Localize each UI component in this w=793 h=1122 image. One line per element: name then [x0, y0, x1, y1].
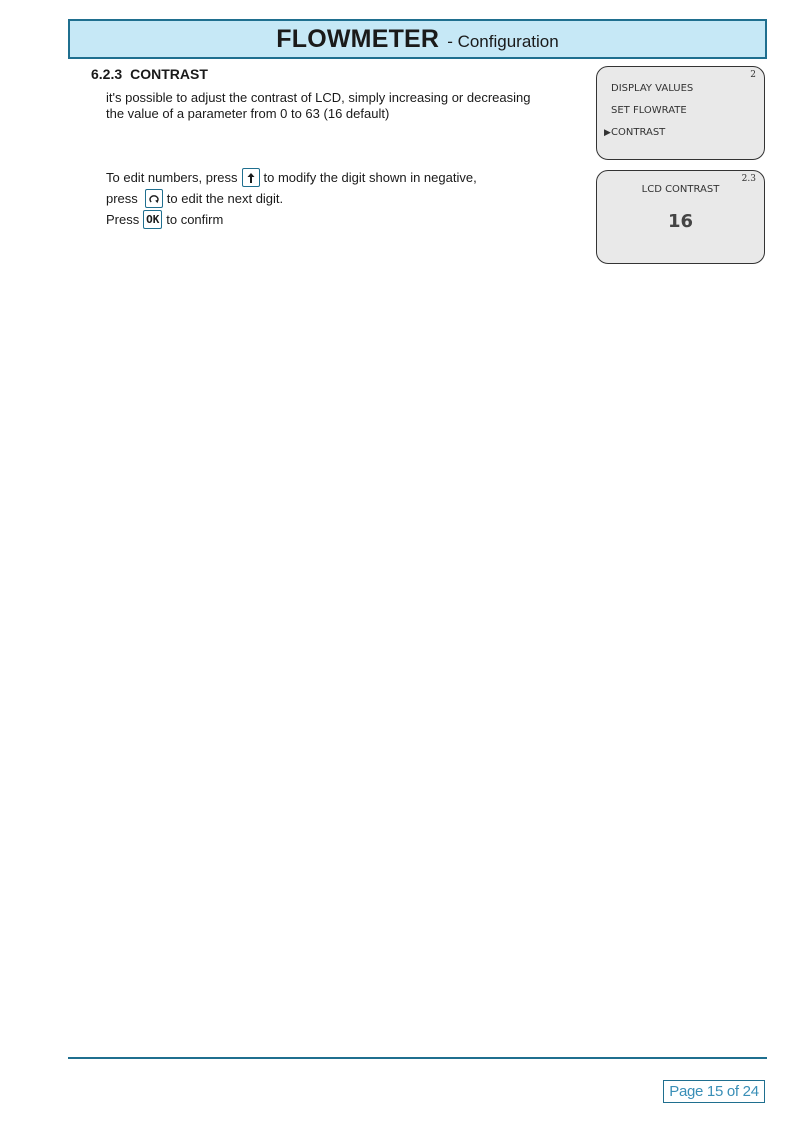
instruction-line-2	[106, 189, 283, 208]
selector-arrow-icon: ▶	[604, 128, 611, 138]
instruction-text: to confirm	[166, 212, 224, 227]
lcd-page-number: 2	[750, 70, 756, 80]
lcd-menu-item-label: DISPLAY VALUES	[611, 83, 694, 94]
instruction-line-1	[106, 168, 477, 187]
lcd-menu-screen	[596, 66, 765, 160]
lcd-menu-item-selected	[604, 127, 693, 149]
up-arrow-key-icon	[242, 168, 260, 187]
lcd-page-number: 2.3	[741, 174, 756, 184]
lcd-contrast-value: 16	[667, 211, 694, 232]
page-number-label: Page 15 of 24	[663, 1080, 765, 1103]
instruction-text: to modify the digit shown in negative,	[263, 170, 477, 185]
lcd-menu-item-label: SET FLOWRATE	[611, 105, 687, 116]
description-line: the value of a parameter from 0 to 63 (16 default)	[106, 106, 390, 121]
instruction-text: To edit numbers, press	[106, 170, 238, 185]
description-paragraph	[106, 90, 566, 122]
instruction-text: press	[106, 191, 138, 206]
description-line: it's possible to adjust the contrast of LCD, simply increasing or decreasing	[106, 90, 531, 105]
section-number: 6.2.3	[91, 66, 123, 82]
section-title: CONTRAST	[130, 66, 208, 82]
lcd-contrast-screen	[596, 170, 765, 264]
cycle-key-icon	[145, 189, 163, 208]
header-title: FLOWMETER	[276, 24, 440, 53]
instruction-line-3	[106, 210, 223, 229]
section-heading	[91, 66, 208, 82]
ok-key-icon: OK	[143, 210, 162, 229]
page-header	[68, 19, 767, 59]
lcd-menu-item	[604, 83, 693, 105]
lcd-screen-title: LCD CONTRAST	[641, 184, 720, 195]
lcd-menu-list	[604, 83, 693, 149]
header-subtitle: - Configuration	[447, 32, 559, 51]
instruction-text: to edit the next digit.	[166, 191, 284, 206]
footer-divider	[68, 1057, 767, 1059]
lcd-menu-item-label: CONTRAST	[611, 127, 666, 138]
lcd-menu-item	[604, 105, 693, 127]
instruction-text: Press	[106, 212, 140, 227]
